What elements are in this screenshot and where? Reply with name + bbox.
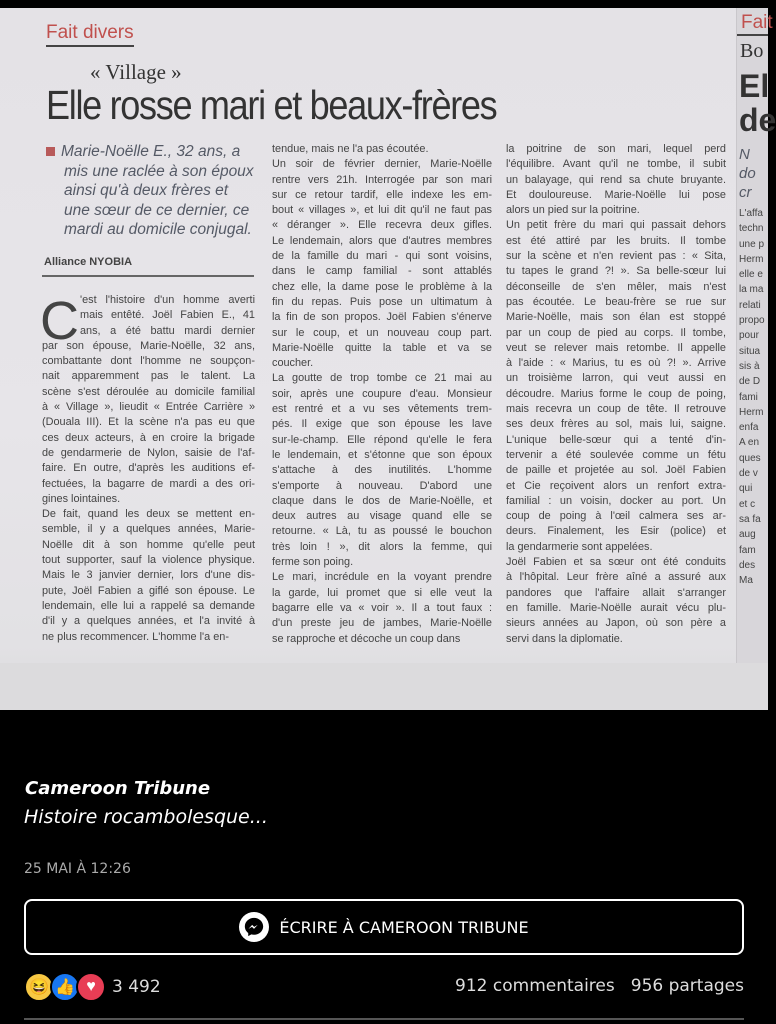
text-line: scène s'est déroulée au domicile familial: [42, 385, 255, 398]
lead-line: une sœur de ce dernier, ce: [64, 201, 250, 219]
text-fragment: des: [739, 559, 756, 571]
lead-line: mardi au domicile conjugal.: [64, 221, 252, 238]
text-line: tendue, mais ne l'a pas écoutée.: [272, 143, 429, 155]
bullet-square-icon: [46, 147, 55, 156]
text-line: « déranger ». Elle recevra deux gifles.: [272, 219, 492, 232]
text-line: soir, après une coupure d'eau. Monsieur: [272, 387, 492, 400]
text-line: alors un pied sur la poitrine.: [506, 204, 640, 217]
article-column-1: [42, 293, 255, 645]
text-line: chez elle, la dame pose le problème à la: [272, 280, 492, 293]
text-fragment: elle e: [739, 269, 763, 281]
text-fragment: de D: [739, 376, 761, 388]
text-line: nait apparemment pas le talent. La: [42, 370, 255, 383]
text-line: par son épouse, Marie-Noëlle, 32 ans,: [42, 339, 255, 352]
adjacent-article: [736, 8, 776, 668]
text-line: tu tapes le grand ?! ». Sa belle-sœur lui: [506, 265, 726, 278]
text-line: tervenir a été soulevée comme un fétu: [506, 448, 726, 461]
text-line: la gendarmerie sont appelées.: [506, 540, 653, 553]
text-line: bagarre elle va « voir ». Il a tout faux :: [272, 601, 492, 614]
lead-line: mis une raclée à son époux: [64, 162, 254, 180]
text-line: de gendarmerie de Nylon, saisie de l'af-: [42, 446, 255, 459]
post-author[interactable]: Cameroon Tribune: [25, 778, 211, 799]
text-line: sur le coup, et un nouveau coup part.: [272, 326, 492, 339]
text-line: s'attache à des inutilités. L'homme: [272, 464, 492, 477]
text-line: retourne. « Là, tu as poussé le bouchon: [272, 525, 492, 538]
text-line: Un petit frère du mari qui passait dehors: [506, 219, 726, 232]
drop-cap: C: [40, 291, 79, 351]
text-fragment: fam: [739, 544, 756, 556]
message-button-label: ÉCRIRE À CAMEROON TRIBUNE: [279, 917, 529, 937]
text-line: veut se relever mais retombe. Il appelle: [506, 341, 726, 354]
text-line: en famille. Marie-Noëlle aurait vécu plu-: [506, 601, 726, 614]
text-line: déconseille de s'en mêler, mais n'est: [506, 280, 726, 293]
text-line: dans le camp familial - sont attablés: [272, 265, 492, 278]
text-fragment: ques: [739, 452, 761, 464]
text-line: familial : un voisin, docker au port. Un: [506, 494, 726, 507]
text-line: de paille et projetée au sol. Joël Fabien: [506, 464, 726, 477]
text-line: Le lendemain, alors que d'autres membres: [272, 234, 492, 247]
text-line: sur ce retour tardif, elle indexe les em-: [272, 188, 492, 201]
headline-fragment: El: [739, 68, 770, 104]
adjacent-body: [737, 202, 768, 588]
love-reaction-icon: ♥: [76, 972, 106, 1002]
text-fragment: la ma: [739, 284, 764, 296]
reactions-summary[interactable]: [24, 972, 161, 1002]
text-line: gines lointaines.: [42, 492, 121, 505]
text-line: pas écoutée. Le beau-frère se rue sur: [506, 295, 726, 308]
text-fragment: et c: [739, 498, 756, 510]
text-line: sieurs années au Japon, où son père a: [506, 617, 726, 630]
text-line: se rapproche et décoche un coup dans: [272, 632, 461, 645]
text-line: la fin de son propos. Joël Fabien s'énerve: [272, 311, 492, 324]
text-line: l'équilibre. Avant qu'il ne tombe, il subit: [506, 158, 726, 171]
text-line: à l'aide : « Marius, tu es où ?! ». Arrive: [506, 357, 726, 370]
text-line: (Douala III). Et la scène n'a pas eu que: [42, 416, 255, 429]
adjacent-kicker: Bo: [740, 40, 764, 62]
text-fragment: qui: [739, 483, 753, 495]
text-fragment: L'affa: [739, 208, 763, 219]
post-caption: Histoire rocambolesque...: [24, 806, 268, 828]
text-line: Un soir de février dernier, Marie-Noëlle: [272, 158, 492, 171]
text-fragment: Herm: [739, 253, 764, 265]
text-line: claque dans le dos de Marie-Noëlle, et: [272, 494, 492, 507]
text-line: sur-le-champ. Elle répond qu'elle le fera: [272, 433, 492, 446]
reaction-count: 3 492: [112, 977, 161, 997]
text-line: servi dans la diplomatie.: [506, 632, 623, 645]
text-line: sur la scène et n'en revient pas : « Sita,: [506, 250, 726, 263]
text-line: Marie-Noëlle, mais son élan est stoppé: [506, 311, 726, 324]
text-fragment: Herm: [739, 406, 764, 418]
text-fragment: techn: [739, 223, 764, 235]
text-line: 'est l'histoire d'un homme averti: [80, 294, 255, 306]
text-line: Mais le 3 janvier dernier, lors d'une dis-: [42, 569, 255, 582]
text-line: la poitrine de son mari, lequel perd: [506, 143, 726, 155]
text-line: à « Village », lieudit « Entrée Carrière »: [42, 401, 255, 414]
text-line: un troisième larron, qui veut aussi en: [506, 372, 726, 385]
text-line: et Cie reçoivent alors un renfort extra-: [506, 479, 726, 492]
text-line: mais recevra un coup de tête. Il retrouve: [506, 403, 726, 416]
post-timestamp[interactable]: 25 MAI À 12:26: [24, 861, 131, 877]
headline-fragment: de: [739, 102, 776, 138]
text-fragment: propo: [739, 315, 765, 327]
text-line: ses deux frères au sol, mais lui, saigne.: [506, 418, 726, 431]
text-fragment: fami: [739, 391, 758, 403]
text-line: est rentré et a vu ses vêtements trem-: [272, 403, 492, 416]
text-fragment: aug: [739, 529, 756, 541]
adjacent-rubric: Fait: [737, 8, 768, 36]
text-line: est été attiré par les bruits. Il tombe: [506, 234, 726, 247]
text-line: Marie-Noëlle quitte la table et va se: [272, 341, 492, 354]
lead-fragment: cr: [739, 184, 752, 201]
text-line: ne plus recommencer. L'homme l'a en-: [42, 630, 229, 643]
text-line: mais entêté. Joël Fabien E., 41: [80, 309, 255, 322]
text-fragment: A en: [739, 437, 760, 449]
text-line: bout « villages », et lui dit qu'il ne faut pas: [272, 204, 492, 217]
text-line: la garde, lui promet que si elle veut la: [272, 586, 492, 599]
text-line: pandores que l'affaire allait s'arranger: [506, 586, 726, 599]
text-line: coup de poing à l'œil calmera ses ar-: [506, 510, 726, 523]
post-stats: [455, 976, 744, 996]
text-line: de la famille du mari - qui sont voisins,: [272, 250, 492, 263]
text-line: d'un preste jeu de jambes, Marie-Noëlle: [272, 617, 492, 630]
shares-count[interactable]: 956 partages: [630, 976, 744, 996]
text-line: lendemain, elle lui a rappelé sa demande: [42, 599, 255, 612]
text-line: L'unique belle-sœur qui a tenté d'in-: [506, 433, 726, 446]
text-fragment: relati: [739, 299, 761, 311]
text-line: La goutte de trop tombe ce 21 mai au: [272, 372, 492, 385]
text-line: par un coup de pied au corps. Il tombe,: [506, 326, 726, 339]
post-photo[interactable]: [0, 8, 776, 702]
lead-fragment: N: [739, 146, 750, 163]
divider: [24, 1018, 744, 1020]
text-line: tout supporter, sauf la violence physique.: [42, 554, 255, 567]
text-line: d'il y a quelques années, et l'a invité à: [42, 615, 255, 628]
like-reaction-icon: 👍: [50, 972, 80, 1002]
text-fragment: sa fa: [739, 513, 761, 525]
text-line: Joël Fabien et sa sœur ont été conduits: [506, 556, 726, 569]
article-kicker: « Village »: [90, 60, 182, 84]
lead-line: Marie-Noëlle E., 32 ans, a: [46, 142, 256, 162]
text-line: pute, Joël Fabien a giflé son épouse. Le: [42, 584, 255, 597]
text-line: faire. En outre, d'après les auditions ef-: [42, 462, 255, 475]
text-fragment: situa: [739, 345, 761, 357]
text-line: Et douloureuse. Marie-Noëlle lui pose: [506, 188, 726, 201]
text-line: découdre. Marius forme le coup de poing,: [506, 387, 726, 400]
message-page-button[interactable]: [24, 899, 744, 955]
text-line: Noëlle dit à son homme qu'elle peut: [42, 538, 255, 551]
text-line: fectuées, la bagarre de mardi a des ori-: [42, 477, 255, 490]
lead-fragment: do: [739, 165, 756, 182]
text-line: combattante dont l'homme ne soupçon-: [42, 355, 255, 368]
messenger-icon: [239, 912, 269, 942]
article-column-2: [272, 142, 492, 647]
adjacent-lead: [737, 137, 768, 202]
text-fragment: pour: [739, 330, 760, 342]
text-line: un balayage, qui rend sa chute bruyante.: [506, 173, 726, 186]
text-line: De fait, quand les deux se mettent en-: [42, 508, 255, 521]
text-line: coucher.: [272, 357, 314, 370]
comments-count[interactable]: 912 commentaires: [455, 976, 615, 996]
article-column-3: [506, 142, 726, 647]
article-byline: Alliance NYOBIA: [44, 256, 133, 268]
byline-rule: [42, 275, 254, 277]
text-line: Le mari, incrédule en la voyant prendre: [272, 571, 492, 584]
article-headline: Elle rosse mari et beaux-frères: [46, 82, 497, 128]
text-line: le lendemain, et s'étonne que son époux: [272, 448, 492, 461]
text-line: s'emporte à nouveau. D'abord une: [272, 479, 492, 492]
text-line: très loin ! », dit alors la femme, qui: [272, 540, 492, 553]
adjacent-headline: [737, 63, 776, 138]
text-line: ans, a été battu mardi dernier: [80, 324, 255, 337]
photo-margin: [0, 663, 768, 710]
text-line: ferme son poing.: [272, 556, 354, 569]
lead-line: ainsi qu'à deux frères et: [64, 182, 229, 199]
text-line: rentre vers 21h. Interrogée par son mari: [272, 173, 492, 186]
text-line: à l'hôpital. Leur frère aîné a assuré aux: [506, 571, 726, 584]
text-line: deux autres au visage quand elle se: [272, 510, 492, 523]
text-fragment: Ma: [739, 575, 753, 587]
text-line: ces deux acteurs, à en croire la brigade: [42, 431, 255, 444]
text-line: semble, il y a quelques années, Marie-: [42, 523, 255, 536]
text-fragment: enfa: [739, 422, 759, 434]
text-line: fin du repas. Puis pose un ultimatum à: [272, 295, 492, 308]
text-fragment: de v: [739, 468, 758, 480]
text-line: deurs. Finalement, les Esir (police) et: [506, 525, 726, 538]
text-fragment: sis à: [739, 360, 760, 372]
text-fragment: une p: [739, 238, 765, 250]
haha-reaction-icon: 😆: [24, 972, 54, 1002]
section-rubric: Fait divers: [46, 22, 134, 47]
text-line: pés. Il exige que son épouse les lave: [272, 418, 492, 431]
article-lead: [46, 142, 256, 240]
